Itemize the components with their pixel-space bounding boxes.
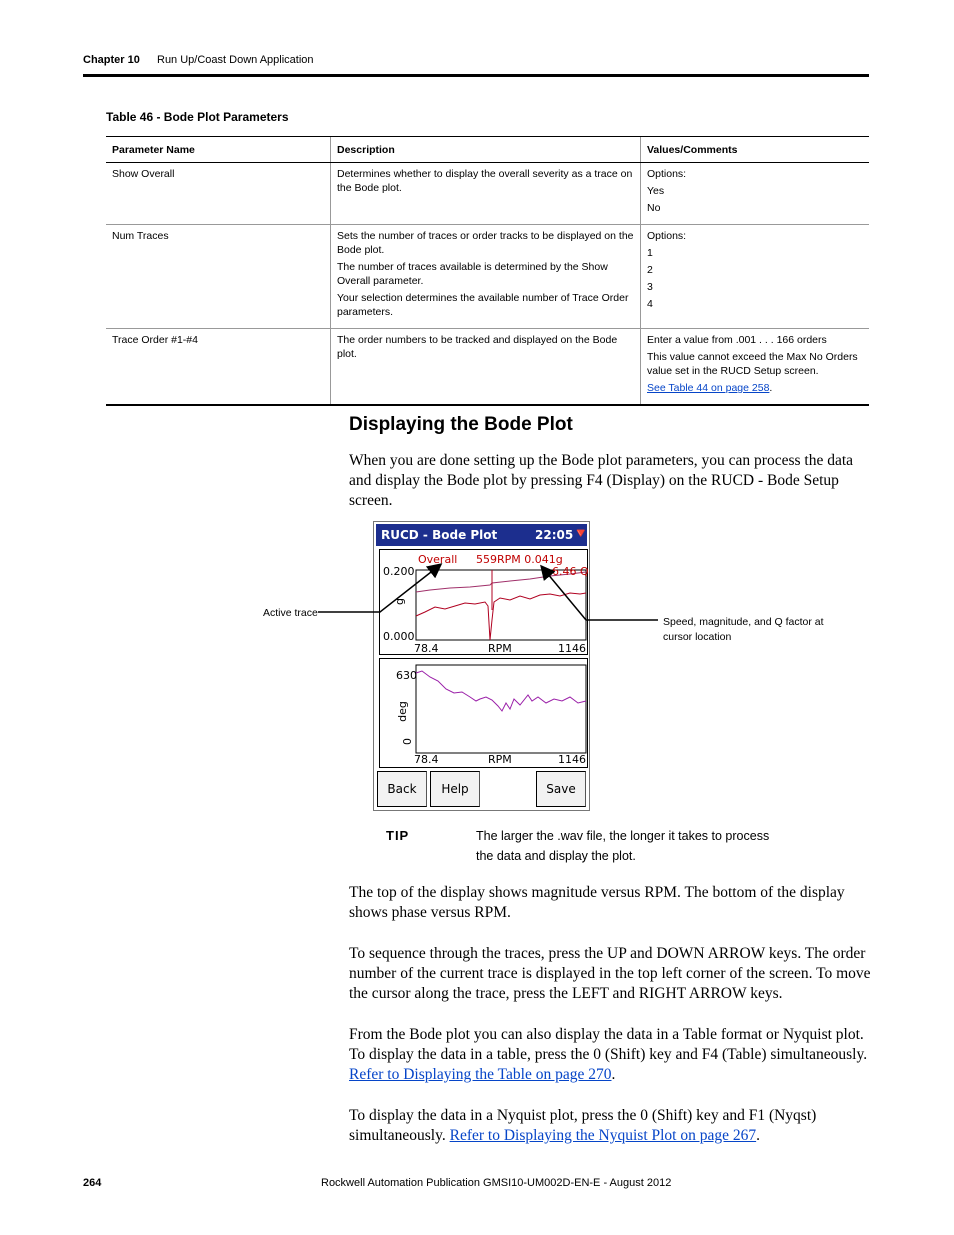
paragraph-text: From the Bode plot you can also display the data in a Table format or Nyquist plot. To display the data in a table, press the 0 (Shift) key and F4 (Table) simultaneously. — [349, 1026, 868, 1063]
x-min-label: 78.4 — [414, 642, 439, 655]
y-unit-label: g — [392, 598, 406, 605]
link-suffix: . — [756, 1127, 761, 1144]
readout-callout-line2: cursor location — [663, 631, 732, 643]
active-trace-arrow — [318, 565, 440, 612]
tip-text — [476, 826, 776, 866]
screen-title: RUCD - Bode Plot — [381, 528, 498, 542]
phase-y-min-label: 0 — [401, 738, 414, 745]
active-trace-callout: Active trace — [263, 607, 318, 619]
paragraph-text: To display the data in a Nyquist plot, press the 0 (Shift) key and F1 (Nyqst) simultaneously. — [349, 1107, 817, 1144]
value-line: Yes — [647, 185, 665, 197]
trace-label: Overall — [418, 553, 458, 566]
intro-paragraph: When you are done setting up the Bode plot parameters, you can process the data and display the Bode plot by pressing F4 (Display) on the RUCD - Bode Setup screen. — [349, 452, 854, 509]
readout-arrow — [542, 567, 658, 620]
tip-line: the data and display the plot. — [476, 849, 636, 863]
section-heading: Displaying the Bode Plot — [349, 414, 573, 435]
paragraph — [349, 1106, 871, 1146]
paragraph: To sequence through the traces, press the UP and DOWN ARROW keys. The order number of the current trace is displayed in the top left corner of the screen. To move the cursor along the trace, press the LEFT and RIGHT ARROW keys. — [349, 945, 871, 1002]
description-line: Your selection determines the available number of Trace Order parameters. — [337, 292, 629, 318]
back-button[interactable]: Back — [377, 771, 427, 807]
value-line: No — [647, 202, 661, 214]
help-button[interactable]: Help — [430, 771, 480, 807]
cursor-readout-2: 6.46 Q — [552, 565, 589, 578]
readout-callout-line1: Speed, magnitude, and Q factor at — [663, 616, 824, 628]
publication-info: Rockwell Automation Publication GMSI10-UM002D-EN-E - August 2012 — [321, 1177, 672, 1189]
y-max-label: 0.200 — [383, 565, 415, 578]
value-line: Enter a value from .001 . . . 166 orders — [647, 334, 827, 346]
description-line: Sets the number of traces or order tracks to be displayed on the Bode plot. — [337, 230, 634, 256]
phase-y-unit-label: deg — [395, 701, 409, 722]
phase-y-max-label: 630 — [396, 669, 417, 682]
column-header: Description — [331, 137, 641, 163]
param-name: Trace Order #1-#4 — [106, 329, 331, 406]
page-number: 264 — [83, 1177, 102, 1189]
link-suffix: . — [611, 1066, 616, 1083]
description-line: The number of traces available is determined by the Show Overall parameter. — [337, 261, 608, 287]
value-line: This value cannot exceed the Max No Orders value set in the RUCD Setup screen. — [647, 351, 858, 377]
param-name: Show Overall — [106, 163, 331, 225]
nyquist-page-link[interactable]: Refer to Displaying the Nyquist Plot on page 267 — [449, 1127, 757, 1144]
value-line: 1 — [647, 247, 653, 259]
value-line: 3 — [647, 281, 653, 293]
antenna-icon: 🔻 — [572, 526, 590, 542]
link-suffix: . — [769, 382, 773, 394]
table-caption: Table 46 - Bode Plot Parameters — [106, 110, 289, 124]
param-name: Num Traces — [106, 225, 331, 329]
chapter-label: Chapter 10 — [83, 54, 140, 66]
save-button[interactable]: Save — [536, 771, 586, 807]
screen-time: 22:05 — [535, 528, 574, 542]
column-header: Values/Comments — [641, 137, 870, 163]
tip-line: The larger the .wav file, the longer it takes to process — [476, 829, 770, 843]
table-page-link[interactable]: Refer to Displaying the Table on page 270 — [349, 1066, 612, 1083]
cursor-readout-1: 559RPM 0.041g — [476, 553, 563, 566]
paragraph: The top of the display shows magnitude versus RPM. The bottom of the display shows phase versus RPM. — [349, 884, 845, 921]
value-line: Options: — [647, 230, 687, 242]
chapter-title: Run Up/Coast Down Application — [157, 54, 314, 66]
value-line: 4 — [647, 298, 653, 310]
description-line: The order numbers to be tracked and displayed on the Bode plot. — [337, 334, 618, 360]
x-max-label: 1146 — [558, 642, 586, 655]
value-line: 2 — [647, 264, 653, 276]
description-line: Determines whether to display the overall severity as a trace on the Bode plot. — [337, 168, 633, 194]
phase-x-min-label: 78.4 — [414, 753, 439, 766]
phase-x-max-label: 1146 — [558, 753, 586, 766]
paragraph — [349, 1025, 871, 1085]
column-header: Parameter Name — [106, 137, 331, 163]
x-axis-label: RPM — [488, 642, 512, 655]
tip-label: TIP — [386, 828, 410, 843]
y-min-label: 0.000 — [383, 630, 415, 643]
value-line: Options: — [647, 168, 687, 180]
phase-x-axis-label: RPM — [488, 753, 512, 766]
see-table-44-link[interactable]: See Table 44 on page 258 — [647, 382, 770, 394]
